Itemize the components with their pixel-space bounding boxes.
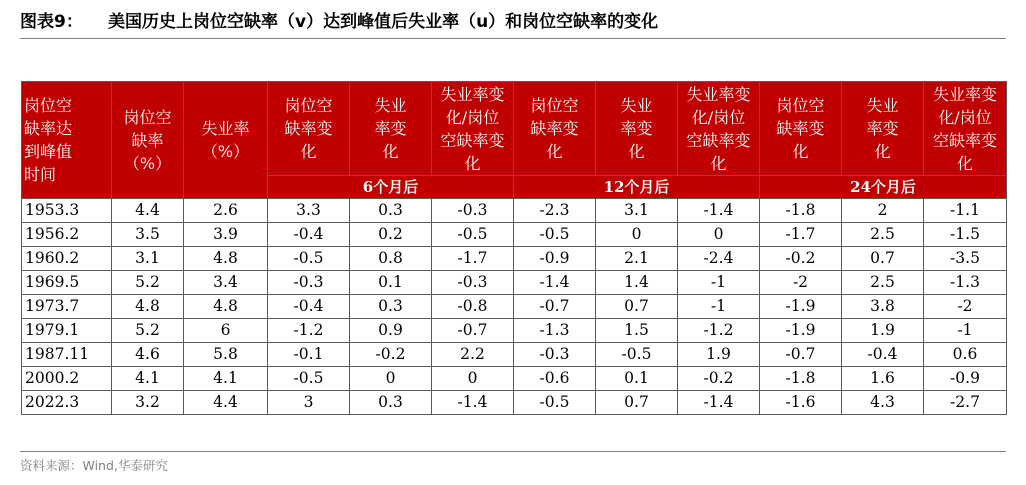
table-cell: 6 xyxy=(184,319,268,343)
table-cell: 1.5 xyxy=(596,319,678,343)
table-cell: -1.7 xyxy=(432,247,514,271)
table-cell: 1.6 xyxy=(842,367,924,391)
table-cell: -1.9 xyxy=(760,319,842,343)
table-cell: 0 xyxy=(350,367,432,391)
table-cell: -0.9 xyxy=(924,367,1007,391)
table-cell: -1 xyxy=(924,319,1007,343)
table-cell: 0.7 xyxy=(596,295,678,319)
table-cell: 4.4 xyxy=(184,391,268,415)
source-note: 资料来源：Wind,华泰研究 xyxy=(20,458,168,473)
table-cell: -0.7 xyxy=(432,319,514,343)
table-cell: 2.5 xyxy=(842,223,924,247)
table-cell: -0.5 xyxy=(432,223,514,247)
table-cell: -1 xyxy=(678,295,760,319)
table-cell: 0.1 xyxy=(350,271,432,295)
table-cell: 4.3 xyxy=(842,391,924,415)
data-table xyxy=(21,81,1007,415)
table-cell: -1.2 xyxy=(268,319,350,343)
table-cell: -1.4 xyxy=(432,391,514,415)
table-cell: 1953.3 xyxy=(22,199,112,223)
figure-number: 图表9： xyxy=(20,12,83,32)
header-24m-unemployment-change: 失业率变化 xyxy=(842,82,924,176)
table-cell: -0.5 xyxy=(514,223,596,247)
table-cell: -2 xyxy=(760,271,842,295)
table-row xyxy=(22,319,1007,343)
table-cell: -1.4 xyxy=(678,391,760,415)
table-cell: 0.3 xyxy=(350,295,432,319)
header-24m-vacancy-change: 岗位空缺率变化 xyxy=(760,82,842,176)
table-cell: 1.4 xyxy=(596,271,678,295)
header-12m-vacancy-change: 岗位空缺率变化 xyxy=(514,82,596,176)
table-cell: 2.5 xyxy=(842,271,924,295)
table-cell: 0.6 xyxy=(924,343,1007,367)
table-cell: 4.8 xyxy=(112,295,184,319)
table-cell: -0.8 xyxy=(432,295,514,319)
table-cell: -0.5 xyxy=(514,391,596,415)
table-cell: -0.4 xyxy=(842,343,924,367)
table-cell: 1.9 xyxy=(842,319,924,343)
table-cell: -0.3 xyxy=(268,271,350,295)
group-header-12m: 12个月后 xyxy=(514,176,760,199)
table-cell: -0.2 xyxy=(350,343,432,367)
table-cell: -0.5 xyxy=(268,247,350,271)
table-cell: -0.4 xyxy=(268,295,350,319)
header-24m-ratio-change: 失业率变化/岗位空缺率变化 xyxy=(924,82,1007,176)
table-cell: 2 xyxy=(842,199,924,223)
header-6m-vacancy-change: 岗位空缺率变化 xyxy=(268,82,350,176)
table-cell: -0.5 xyxy=(268,367,350,391)
table-cell: 4.1 xyxy=(112,367,184,391)
header-6m-ratio-change: 失业率变化/岗位空缺率变化 xyxy=(432,82,514,176)
table-cell: 4.8 xyxy=(184,295,268,319)
table-cell: -1.2 xyxy=(678,319,760,343)
table-cell: 0 xyxy=(678,223,760,247)
table-cell: -1.8 xyxy=(760,367,842,391)
table-cell: -0.3 xyxy=(432,199,514,223)
table-cell: -2 xyxy=(924,295,1007,319)
table-row xyxy=(22,223,1007,247)
table-cell: 0.2 xyxy=(350,223,432,247)
table-cell: 5.2 xyxy=(112,319,184,343)
table-cell: 0.3 xyxy=(350,391,432,415)
table-cell: 3.4 xyxy=(184,271,268,295)
table-cell: -0.9 xyxy=(514,247,596,271)
table-row xyxy=(22,367,1007,391)
table-row xyxy=(22,343,1007,367)
figure-title xyxy=(20,10,1006,34)
table-cell: 4.1 xyxy=(184,367,268,391)
table-cell: 3.1 xyxy=(596,199,678,223)
group-header-6m: 6个月后 xyxy=(268,176,514,199)
table-cell: 2000.2 xyxy=(22,367,112,391)
table-cell: -0.1 xyxy=(268,343,350,367)
table-cell: 2.1 xyxy=(596,247,678,271)
table-cell: 1969.5 xyxy=(22,271,112,295)
table-cell: 0 xyxy=(432,367,514,391)
table-cell: 1987.11 xyxy=(22,343,112,367)
table-cell: 5.8 xyxy=(184,343,268,367)
header-unemployment-rate: 失业率（%） xyxy=(184,82,268,199)
table-cell: 2.6 xyxy=(184,199,268,223)
table-cell: 3.8 xyxy=(842,295,924,319)
table-cell: 0.8 xyxy=(350,247,432,271)
table-cell: -3.5 xyxy=(924,247,1007,271)
table-cell: -0.6 xyxy=(514,367,596,391)
table-cell: -1.5 xyxy=(924,223,1007,247)
table-cell: 0.9 xyxy=(350,319,432,343)
table-cell: 1.9 xyxy=(678,343,760,367)
table-cell: 5.2 xyxy=(112,271,184,295)
table-cell: -0.2 xyxy=(678,367,760,391)
table-cell: -0.7 xyxy=(514,295,596,319)
table-cell: 1979.1 xyxy=(22,319,112,343)
table-cell: -0.5 xyxy=(596,343,678,367)
figure-title-text: 美国历史上岗位空缺率（v）达到峰值后失业率（u）和岗位空缺率的变化 xyxy=(108,12,659,32)
table-cell: -0.7 xyxy=(760,343,842,367)
table-cell: -1.7 xyxy=(760,223,842,247)
table-cell: -2.3 xyxy=(514,199,596,223)
table-cell: 1956.2 xyxy=(22,223,112,247)
table-cell: 0.7 xyxy=(596,391,678,415)
table-cell: 3.3 xyxy=(268,199,350,223)
table-cell: -1.3 xyxy=(514,319,596,343)
table-cell: 4.4 xyxy=(112,199,184,223)
table-cell: 3.9 xyxy=(184,223,268,247)
table-cell: 4.6 xyxy=(112,343,184,367)
table-cell: -1.4 xyxy=(678,199,760,223)
table-cell: 3.2 xyxy=(112,391,184,415)
table-cell: -0.4 xyxy=(268,223,350,247)
header-peak-time: 岗位空缺率达到峰值时间 xyxy=(22,82,112,199)
header-12m-unemployment-change: 失业率变化 xyxy=(596,82,678,176)
bottom-rule xyxy=(20,451,1006,452)
table-row xyxy=(22,271,1007,295)
table-cell: 0 xyxy=(596,223,678,247)
table-cell: -1.3 xyxy=(924,271,1007,295)
header-12m-ratio-change: 失业率变化/岗位空缺率变化 xyxy=(678,82,760,176)
table-row xyxy=(22,247,1007,271)
table-row xyxy=(22,391,1007,415)
table-cell: 2.2 xyxy=(432,343,514,367)
group-header-24m: 24个月后 xyxy=(760,176,1007,199)
top-rule xyxy=(20,38,1006,39)
table-cell: -1.8 xyxy=(760,199,842,223)
table-cell: 3.1 xyxy=(112,247,184,271)
table-cell: 0.1 xyxy=(596,367,678,391)
table-cell: -0.3 xyxy=(514,343,596,367)
table-cell: 4.8 xyxy=(184,247,268,271)
header-vacancy-rate: 岗位空缺率（%） xyxy=(112,82,184,199)
table-cell: -1.9 xyxy=(760,295,842,319)
table-cell: 2022.3 xyxy=(22,391,112,415)
table-cell: -1.4 xyxy=(514,271,596,295)
table-cell: 3 xyxy=(268,391,350,415)
table-cell: 0.7 xyxy=(842,247,924,271)
table-cell: 3.5 xyxy=(112,223,184,247)
table-row xyxy=(22,199,1007,223)
header-6m-unemployment-change: 失业率变化 xyxy=(350,82,432,176)
table-cell: -1.6 xyxy=(760,391,842,415)
table-cell: 1973.7 xyxy=(22,295,112,319)
table-cell: -1 xyxy=(678,271,760,295)
table-cell: 0.3 xyxy=(350,199,432,223)
table-cell: 1960.2 xyxy=(22,247,112,271)
table-cell: -1.1 xyxy=(924,199,1007,223)
table-cell: -2.7 xyxy=(924,391,1007,415)
table-cell: -0.2 xyxy=(760,247,842,271)
table-row xyxy=(22,295,1007,319)
table-cell: -0.3 xyxy=(432,271,514,295)
table-cell: -2.4 xyxy=(678,247,760,271)
table-body xyxy=(22,199,1007,415)
